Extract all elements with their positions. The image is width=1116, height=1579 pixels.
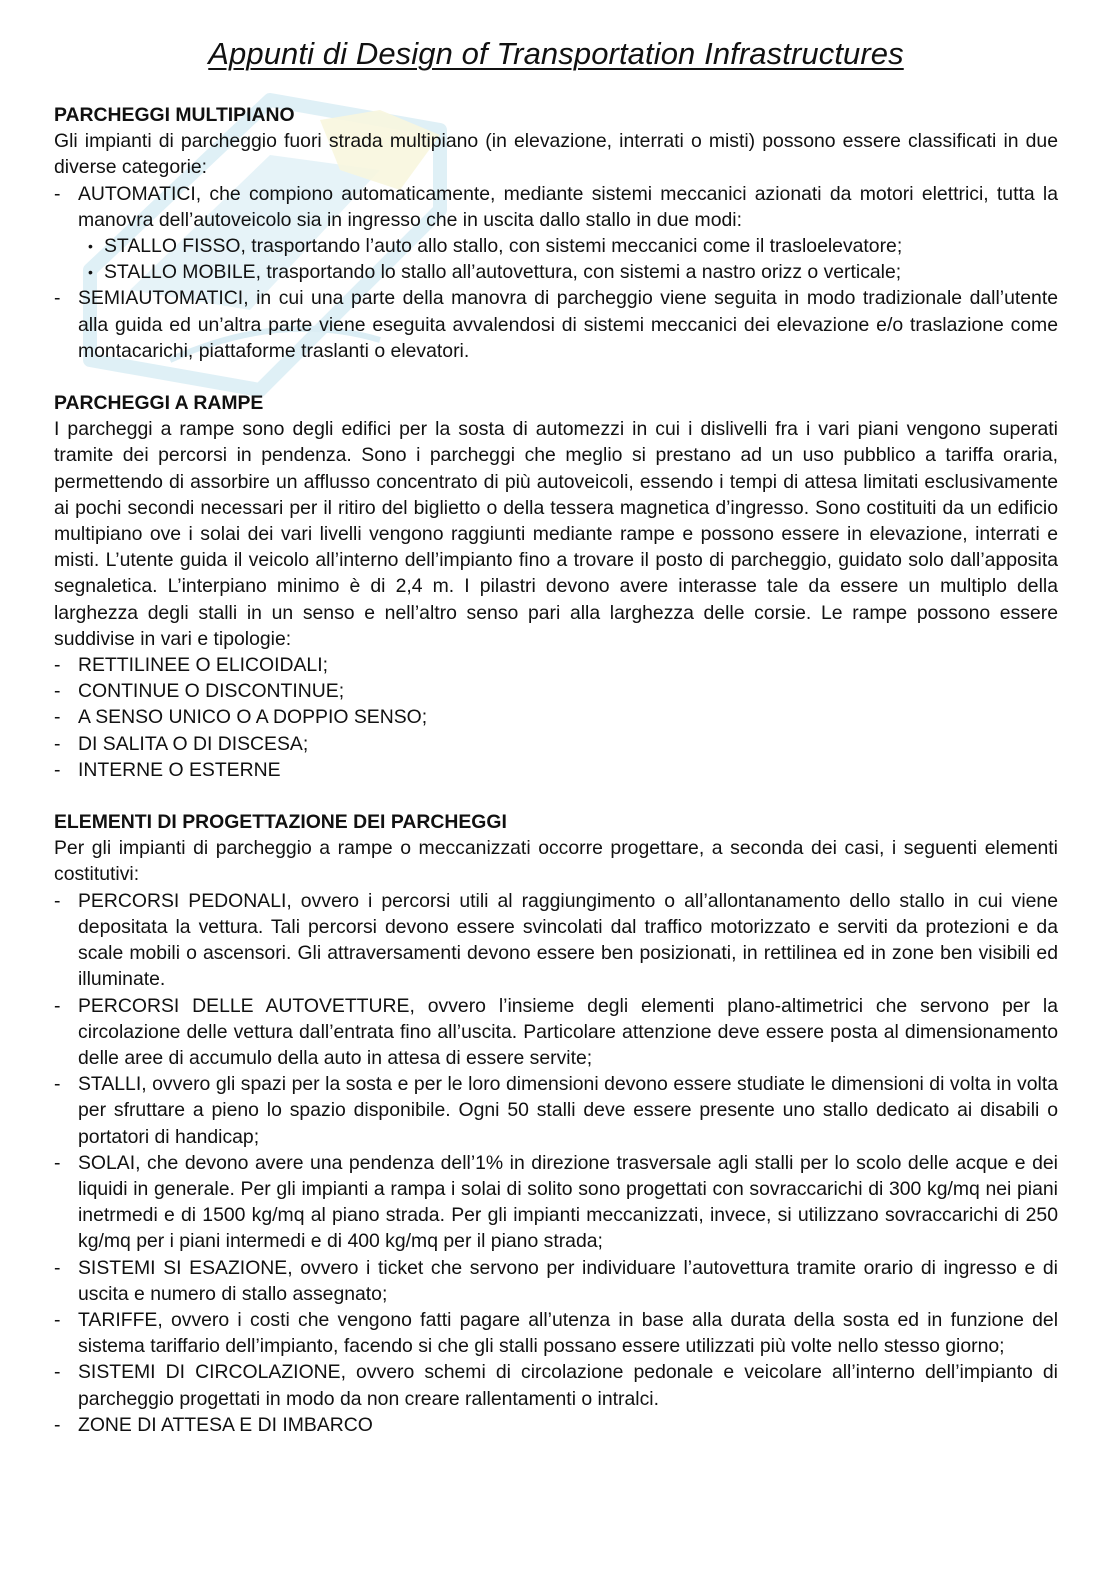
section-intro: Gli impianti di parcheggio fuori strada multipiano (in elevazione, interrati o misti) possono essere classificati in due diverse categorie: <box>54 130 1058 179</box>
list-item: - SISTEMI DI CIRCOLAZIONE, ovvero schemi di circolazione pedonale e veicolare all’interno dell’impianto di parcheggio progettati in modo da non creare rallentamenti o intralci. <box>54 1359 1058 1411</box>
section-heading: ELEMENTI DI PROGETTAZIONE DEI PARCHEGGI <box>54 811 507 834</box>
list-item: - SISTEMI SI ESAZIONE, ovvero i ticket che servono per individuare l’autovettura tramite orario di ingresso e di uscita e numero di stallo assegnato; <box>54 1255 1058 1307</box>
section-heading: PARCHEGGI A RAMPE <box>54 392 264 415</box>
sub-list-item: • STALLO MOBILE, trasportando lo stallo all’autovettura, con sistemi a nastro orizz o verticale; <box>88 259 1058 285</box>
list-item: - TARIFFE, ovvero i costi che vengono fatti pagare all’utenza in base alla durata della sosta ed in funzione del sistema tariffario dell’impianto, facendo si che gli stalli possano essere utilizzati più volte nello stesso giorno; <box>54 1307 1058 1359</box>
list-item: - CONTINUE O DISCONTINUE; <box>54 678 1058 704</box>
section-elementi-progettazione <box>54 809 1058 1438</box>
section-parcheggi-multipiano <box>54 102 1058 364</box>
ramp-types-list <box>54 652 1058 783</box>
document-title: Appunti di Design of Transportation Infrastructures <box>208 36 904 71</box>
section-intro: I parcheggi a rampe sono degli edifici per la sosta di automezzi in cui i dislivelli fra i vari piani vengono superati tramite dei percorsi in pendenza. Sono i parcheggi che meglio si prestano ad un uso pubblico a tariffa oraria, permettendo di assorbire un afflusso concentrato di più autoveicoli, essendo i tempi di attesa limitati esclusivamente ai pochi secondi necessari per il ritiro del biglietto o della tessera magnetica d’ingresso. Sono costituiti da un edificio multipiano ove i solai dei vari livelli vengono raggiunti mediante rampe e possono essere in elevazione, interrati e misti. L’utente guida il veicolo all’interno dell’impianto fino a trovare il posto di parcheggio, guidato solo dall’apposita segnaletica. L’interpiano minimo è di 2,4 m. I pilastri devono avere interasse tale da essere un multiplo della larghezza degli stalli in un senso e nell’altro senso pari alla larghezza delle corsie. Le rampe possono essere suddivise in vari e tipologie: <box>54 418 1058 650</box>
list-item: - A SENSO UNICO O A DOPPIO SENSO; <box>54 704 1058 730</box>
section-parcheggi-a-rampe <box>54 390 1058 783</box>
list-item-text: AUTOMATICI, che compiono automaticamente, mediante sistemi meccanici azionati da motori elettrici, tutta la manovra dell’autoveicolo sia in ingresso che in uscita dallo stallo in due modi: <box>78 182 1058 231</box>
list-item <box>54 181 1058 286</box>
list-item: - STALLI, ovvero gli spazi per la sosta e per le loro dimensioni devono essere studiate le dimensioni di volta in volta per sfruttare a pieno lo spazio disponibile. Ogni 50 stalli deve essere presente uno stallo dedicato ai disabili o portatori di handicap; <box>54 1071 1058 1150</box>
list-item: - RETTILINEE O ELICOIDALI; <box>54 652 1058 678</box>
design-elements-list <box>54 888 1058 1438</box>
sub-list <box>78 233 1058 285</box>
list-item: - SEMIAUTOMATICI, in cui una parte della manovra di parcheggio viene seguita in modo tradizionale dall’utente alla guida ed un’altra parte viene eseguita avvalendosi di sistemi meccanici dei elevazione e/o traslazione come montacarichi, piattaforme traslanti o elevatori. <box>54 285 1058 364</box>
section-intro: Per gli impianti di parcheggio a rampe o meccanizzati occorre progettare, a seconda dei casi, i seguenti elementi costitutivi: <box>54 837 1058 886</box>
list-item: - INTERNE O ESTERNE <box>54 757 1058 783</box>
category-list <box>54 181 1058 364</box>
document-page <box>54 34 1058 1464</box>
list-item: - PERCORSI PEDONALI, ovvero i percorsi utili al raggiungimento o all’allontanamento dello stallo in cui viene depositata la vettura. Tali percorsi devono essere svincolati dal traffico motorizzato e serviti da protezioni e da scale mobili o ascensori. Gli attraversamenti devono essere ben posizionati, in rettilinea ed in zone ben visibili ed illuminate. <box>54 888 1058 993</box>
section-heading: PARCHEGGI MULTIPIANO <box>54 104 295 126</box>
sub-list-item: • STALLO FISSO, trasportando l’auto allo stallo, con sistemi meccanici come il trasloelevatore; <box>88 233 1058 259</box>
list-item: - ZONE DI ATTESA E DI IMBARCO <box>54 1412 1058 1438</box>
list-item: - PERCORSI DELLE AUTOVETTURE, ovvero l’insieme degli elementi plano-altimetrici che servono per la circolazione delle vettura dall’entrata fino all’uscita. Particolare attenzione deve essere posta al dimensionamento delle aree di accumulo della auto in attesa di essere servite; <box>54 993 1058 1072</box>
list-item: - SOLAI, che devono avere una pendenza dell’1% in direzione trasversale agli stalli per lo scolo delle acque e dei liquidi in generale. Per gli impianti a rampa i solai di solito sono progettati con sovraccarichi di 300 kg/mq nei piani inetrmedi e di 1500 kg/mq al piano strada. Per gli impianti meccanizzati, invece, si utilizzano sovraccarichi di 250 kg/mq per i piani intermedi e di 400 kg/mq per il piano strada; <box>54 1150 1058 1255</box>
list-item: - DI SALITA O DI DISCESA; <box>54 731 1058 757</box>
